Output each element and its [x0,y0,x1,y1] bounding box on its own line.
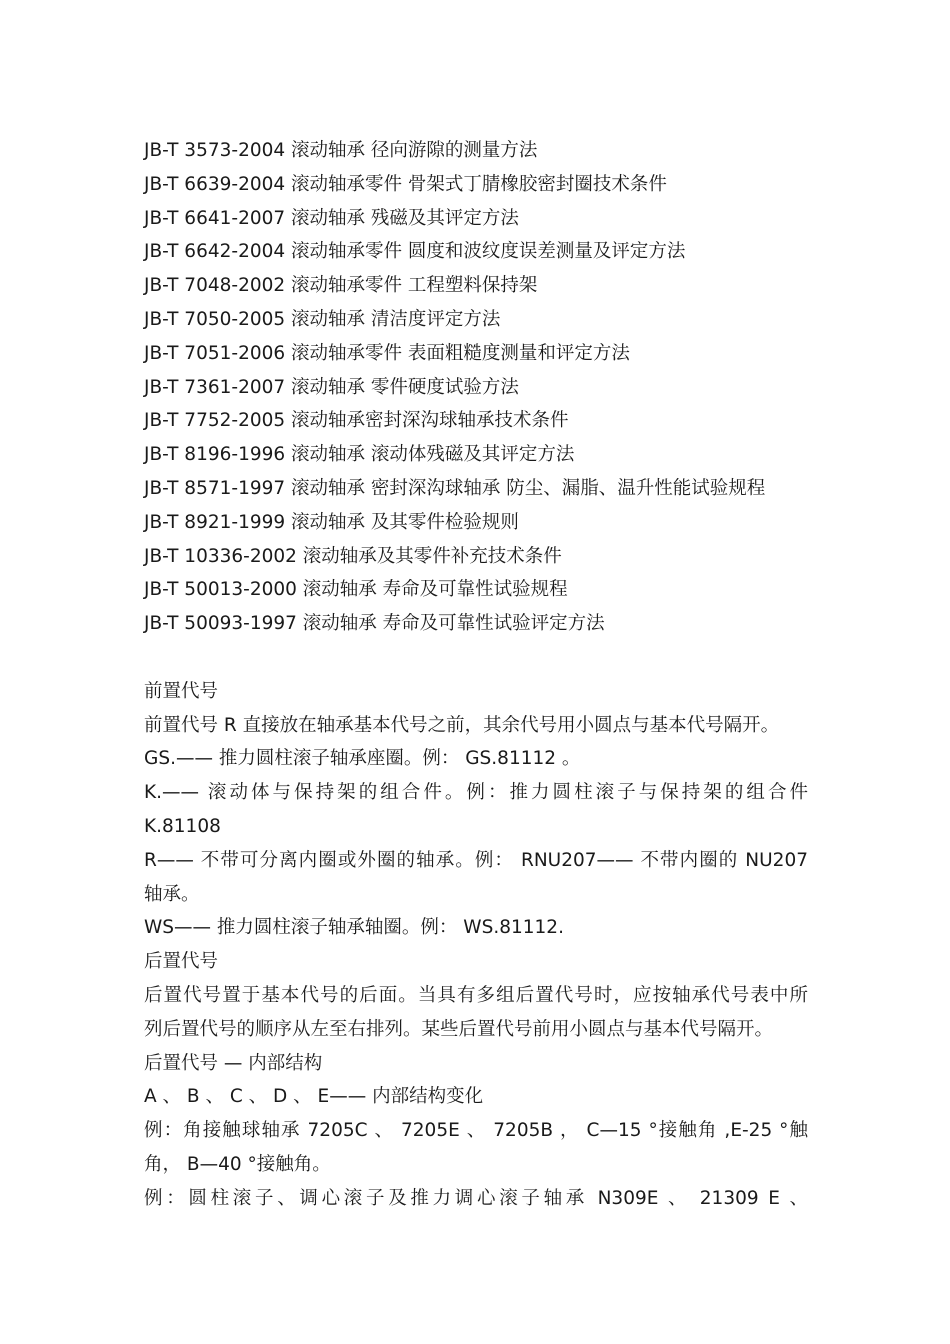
prefix-gs: GS.—— 推力圆柱滚子轴承座圈。例： GS.81112 。 [144,748,581,770]
standard-line: JB-T 8196-1996 滚动轴承 滚动体残磁及其评定方法 [144,444,575,466]
standard-line: JB-T 7752-2005 滚动轴承密封深沟球轴承技术条件 [144,410,569,432]
suffix-example2-line1: 例：圆柱滚子、调心滚子及推力调心滚子轴承 N309E 、 21309 E 、 [144,1187,808,1209]
suffix-example1-line2: 角， B—40 °接触角。 [144,1153,331,1175]
prefix-ws: WS—— 推力圆柱滚子轴承轴圈。例： WS.81112. [144,917,564,939]
prefix-heading: 前置代号 [144,680,219,702]
standard-line: JB-T 10336-2002 滚动轴承及其零件补充技术条件 [144,545,562,567]
suffix-intro-line2: 列后置代号的顺序从左至右排列。某些后置代号前用小圆点与基本代号隔开。 [144,1018,774,1040]
suffix-internal-heading: 后置代号 — 内部结构 [144,1052,323,1074]
standard-line: JB-T 6641-2007 滚动轴承 残磁及其评定方法 [144,207,519,229]
standard-line: JB-T 7051-2006 滚动轴承零件 表面粗糙度测量和评定方法 [144,342,630,364]
suffix-intro-line1: 后置代号置于基本代号的后面。当具有多组后置代号时，应按轴承代号表中所 [144,984,808,1006]
standard-line: JB-T 8921-1999 滚动轴承 及其零件检验规则 [144,511,519,533]
standard-line: JB-T 6642-2004 滚动轴承零件 圆度和波纹度误差测量及评定方法 [144,241,686,263]
prefix-r-line1: R—— 不带可分离内圈或外圈的轴承。例： RNU207—— 不带内圈的 NU207 [144,849,808,871]
suffix-example1-line1: 例：角接触球轴承 7205C 、 7205E 、 7205B ， C—15 °接触角 ,E-25 °触 [144,1120,808,1142]
standard-line: JB-T 7050-2005 滚动轴承 清洁度评定方法 [144,308,501,330]
prefix-k-line2: K.81108 [144,815,221,837]
prefix-intro: 前置代号 R 直接放在轴承基本代号之前，其余代号用小圆点与基本代号隔开。 [144,714,780,736]
standard-line: JB-T 50013-2000 滚动轴承 寿命及可靠性试验规程 [144,579,568,601]
standard-line: JB-T 6639-2004 滚动轴承零件 骨架式丁腈橡胶密封圈技术条件 [144,173,667,195]
blank-line [144,641,808,675]
standard-line: JB-T 50093-1997 滚动轴承 寿命及可靠性试验评定方法 [144,613,605,635]
standard-line: JB-T 8571-1997 滚动轴承 密封深沟球轴承 防尘、漏脂、温升性能试验规程 [144,477,766,499]
suffix-heading: 后置代号 [144,951,219,973]
standard-line: JB-T 3573-2004 滚动轴承 径向游隙的测量方法 [144,140,538,161]
suffix-abcde: A 、 B 、 C 、 D 、 E—— 内部结构变化 [144,1086,484,1108]
document-body [144,134,808,1216]
prefix-k-line1: K.—— 滚动体与保持架的组合件。例：推力圆柱滚子与保持架的组合件 [144,782,808,804]
standard-line: JB-T 7361-2007 滚动轴承 零件硬度试验方法 [144,376,519,398]
prefix-r-line2: 轴承。 [144,883,200,905]
standard-line: JB-T 7048-2002 滚动轴承零件 工程塑料保持架 [144,275,538,297]
